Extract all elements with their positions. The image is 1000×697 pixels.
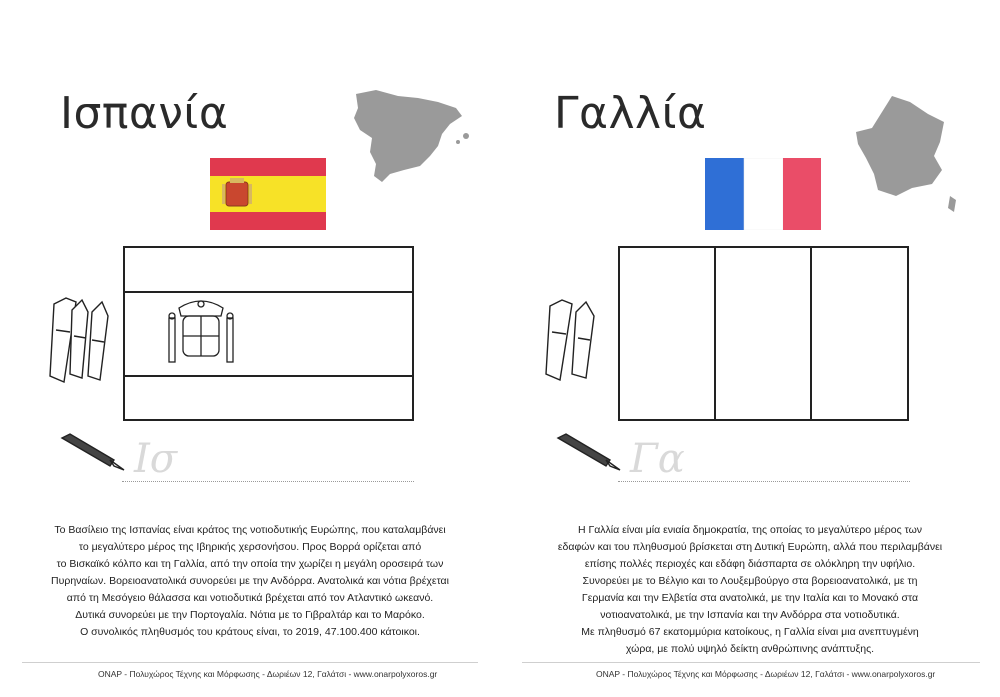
paragraph-line: Το Βασίλειο της Ισπανίας είναι κράτος της νοτιοδυτικής Ευρώπης, που καταλαμβάνει [54, 524, 446, 536]
france-flag-color [705, 158, 821, 230]
france-flag-outline[interactable] [618, 246, 910, 422]
pen-icon [554, 432, 624, 472]
france-footer: ΟΝΑΡ - Πολυχώρος Τέχνης και Μόρφωσης - Δωριέων 12, Γαλάτσι - www.onarpolyxoros.gr [596, 669, 936, 679]
france-trace-letters: Γα [630, 436, 685, 482]
paragraph-line: Συνορεύει με το Βέλγιο και το Λουξεμβούργο στα βορειοανατολικά, με τη [582, 575, 918, 587]
paragraph-line: από τη Μεσόγειο θάλασσα και νοτιοδυτικά βρέχεται από τον Ατλαντικό ωκεανό. [66, 592, 434, 604]
spain-trace-letters: Ισ [134, 436, 178, 482]
france-map-icon [852, 92, 962, 216]
paragraph-line: Ο συνολικός πληθυσμός του κράτους είναι, το 2019, 47.100.400 κάτοικοι. [80, 626, 420, 638]
france-title: Γαλλία [554, 88, 707, 139]
spain-flag-outline[interactable] [123, 246, 415, 422]
paragraph-line: Γερμανία και την Ελβετία στα ανατολικά, με την Ιταλία και το Μονακό στα [581, 592, 919, 604]
paragraph-line: το Βισκαϊκό κόλπο και τη Γαλλία, από την οποία την χωρίζει η μεγάλη οροσειρά των [56, 558, 444, 570]
paragraph-line: επίσης πολλές περιοχές και εδάφη διάσπαρτα σε ολόκληρη την υφήλιο. [584, 558, 916, 570]
spain-map-icon [346, 86, 474, 186]
spain-title: Ισπανία [60, 88, 229, 139]
spain-footer: ΟΝΑΡ - Πολυχώρος Τέχνης και Μόρφωσης - Δωριέων 12, Γαλάτσι - www.onarpolyxoros.gr [98, 669, 438, 679]
paragraph-line: το μεγαλύτερο μέρος της Ιβηρικής χερσονήσου. Προς Βορρά ορίζεται από [78, 541, 422, 553]
spain-writing-line[interactable] [122, 481, 414, 482]
footer-divider [22, 662, 478, 663]
france-writing-line[interactable] [618, 481, 910, 482]
paragraph-line: χώρα, με πολύ υψηλό δείκτη ανθρώπινης ανάπτυξης. [625, 643, 875, 655]
pen-icon [58, 432, 128, 472]
paragraph-line: εδαφών και του πληθυσμού βρίσκεται στη Δυτική Ευρώπη, αλλά που περιλαμβάνει [557, 541, 943, 553]
markers-icon [540, 292, 602, 384]
markers-icon [44, 290, 116, 386]
paragraph-line: Πυρηναίων. Βορειοανατολικά συνορεύει με την Ανδόρρα. Ανατολικά και νότια βρέχεται [51, 575, 449, 587]
paragraph-line: νοτιοανατολικά, με την Ισπανία και την Ανδόρρα στα νοτιοδυτικά. [600, 609, 900, 621]
france-paragraph [522, 522, 978, 658]
paragraph-line: Με πληθυσμό 67 εκατομμύρια κατοίκους, η Γαλλία είναι μια ανεπτυγμένη [581, 626, 919, 638]
spain-paragraph [30, 522, 470, 641]
footer-divider [522, 662, 980, 663]
paragraph-line: Η Γαλλία είναι μία ενιαία δημοκρατία, της οποίας το μεγαλύτερο μέρος των [577, 524, 923, 536]
paragraph-line: Δυτικά συνορεύει με την Πορτογαλία. Νότια με το Γιβραλτάρ και το Μαρόκο. [75, 609, 425, 621]
spain-flag-color [210, 158, 326, 230]
